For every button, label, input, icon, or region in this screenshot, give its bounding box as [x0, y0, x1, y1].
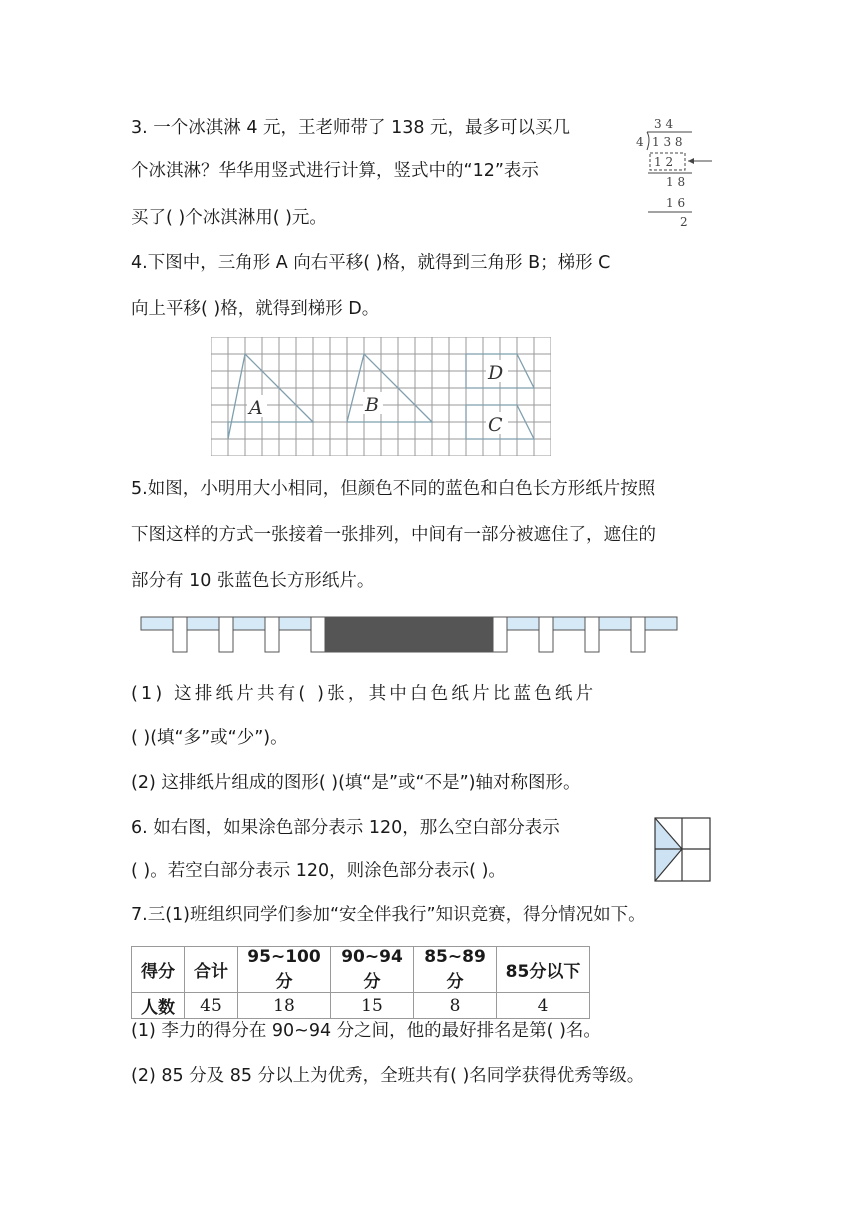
table-header-row	[132, 947, 590, 993]
blue-card	[645, 617, 677, 630]
label-c: C	[488, 414, 503, 436]
white-card	[585, 617, 599, 652]
covered-section	[325, 617, 493, 652]
triangle-a	[228, 354, 313, 439]
q6-line-2: ( )。若空白部分表示 120，则涂色部分表示( )。	[131, 861, 506, 881]
q3-line-1: 3. 一个冰淇淋 4 元，王老师带了 138 元，最多可以买几	[131, 118, 571, 138]
division-step-2: 1 8	[666, 175, 686, 189]
white-card	[539, 617, 553, 652]
table-header-cell: 85分以下	[497, 947, 590, 993]
white-card	[219, 617, 233, 652]
q7-line-1: 7.三(1)班组织同学们参加“安全伴我行”知识竞赛，得分情况如下。	[131, 905, 646, 925]
blue-card	[599, 617, 631, 630]
blue-card	[279, 617, 311, 630]
arrowhead-icon	[688, 158, 694, 164]
white-card	[173, 617, 187, 652]
q4-line-1: 4.下图中，三角形 A 向右平移( )格，就得到三角形 B；梯形 C	[131, 253, 611, 273]
blue-card	[507, 617, 539, 630]
paper-strip-figure	[140, 616, 684, 654]
table-row	[132, 993, 590, 1019]
table-cell: 18	[238, 993, 331, 1019]
division-dividend: 1 3 8	[652, 135, 683, 149]
blue-card	[553, 617, 585, 630]
table-cell: 8	[414, 993, 497, 1019]
translation-grid-figure	[211, 337, 551, 456]
table-cell: 15	[331, 993, 414, 1019]
division-step-3: 1 6	[666, 196, 686, 210]
table-header-cell: 85~89分	[414, 947, 497, 993]
q7-sub1: (1) 李力的得分在 90~94 分之间，他的最好排名是第( )名。	[131, 1021, 601, 1041]
white-card	[631, 617, 645, 652]
long-division-figure	[628, 114, 718, 234]
q5-line-3: 部分有 10 张蓝色长方形纸片。	[131, 571, 375, 591]
q5-sub1-line-1: (1) 这排纸片共有( )张，其中白色纸片比蓝色纸片	[131, 684, 597, 704]
table-row-label: 人数	[132, 993, 185, 1019]
paper-strips	[141, 617, 677, 652]
blue-card	[233, 617, 265, 630]
blue-card	[141, 617, 173, 630]
division-divisor: 4	[636, 135, 644, 149]
label-b: B	[365, 394, 379, 416]
white-card	[311, 617, 325, 652]
fraction-square-figure	[654, 817, 712, 883]
label-a: A	[249, 397, 263, 419]
division-remainder: 2	[680, 215, 688, 229]
q5-sub2: (2) 这排纸片组成的图形( )(填“是”或“不是”)轴对称图形。	[131, 773, 581, 793]
table-header-cell: 得分	[132, 947, 185, 993]
table-header-cell: 合计	[185, 947, 238, 993]
table-cell: 4	[497, 993, 590, 1019]
table-header-cell: 90~94分	[331, 947, 414, 993]
white-card	[493, 617, 507, 652]
division-quotient: 3 4	[654, 117, 674, 131]
q4-line-2: 向上平移( )格，就得到梯形 D。	[131, 299, 380, 319]
q3-line-3: 买了( )个冰淇淋用( )元。	[131, 208, 327, 228]
q5-line-1: 5.如图，小明用大小相同，但颜色不同的蓝色和白色长方形纸片按照	[131, 479, 656, 499]
table-header-cell: 95~100分	[238, 947, 331, 993]
q5-sub1-line-2: ( )(填“多”或“少”)。	[131, 728, 288, 748]
q7-sub2: (2) 85 分及 85 分以上为优秀，全班共有( )名同学获得优秀等级。	[131, 1066, 645, 1086]
white-card	[265, 617, 279, 652]
q3-line-2: 个冰淇淋？华华用竖式进行计算，竖式中的“12”表示	[131, 161, 539, 181]
q5-line-2: 下图这样的方式一张接着一张排列，中间有一部分被遮住了，遮住的	[131, 525, 656, 545]
label-d: D	[488, 362, 504, 384]
division-step-1: 1 2	[654, 155, 674, 169]
q6-line-1: 6. 如右图，如果涂色部分表示 120，那么空白部分表示	[131, 818, 560, 838]
table-cell: 45	[185, 993, 238, 1019]
score-table	[131, 946, 590, 1019]
blue-card	[187, 617, 219, 630]
